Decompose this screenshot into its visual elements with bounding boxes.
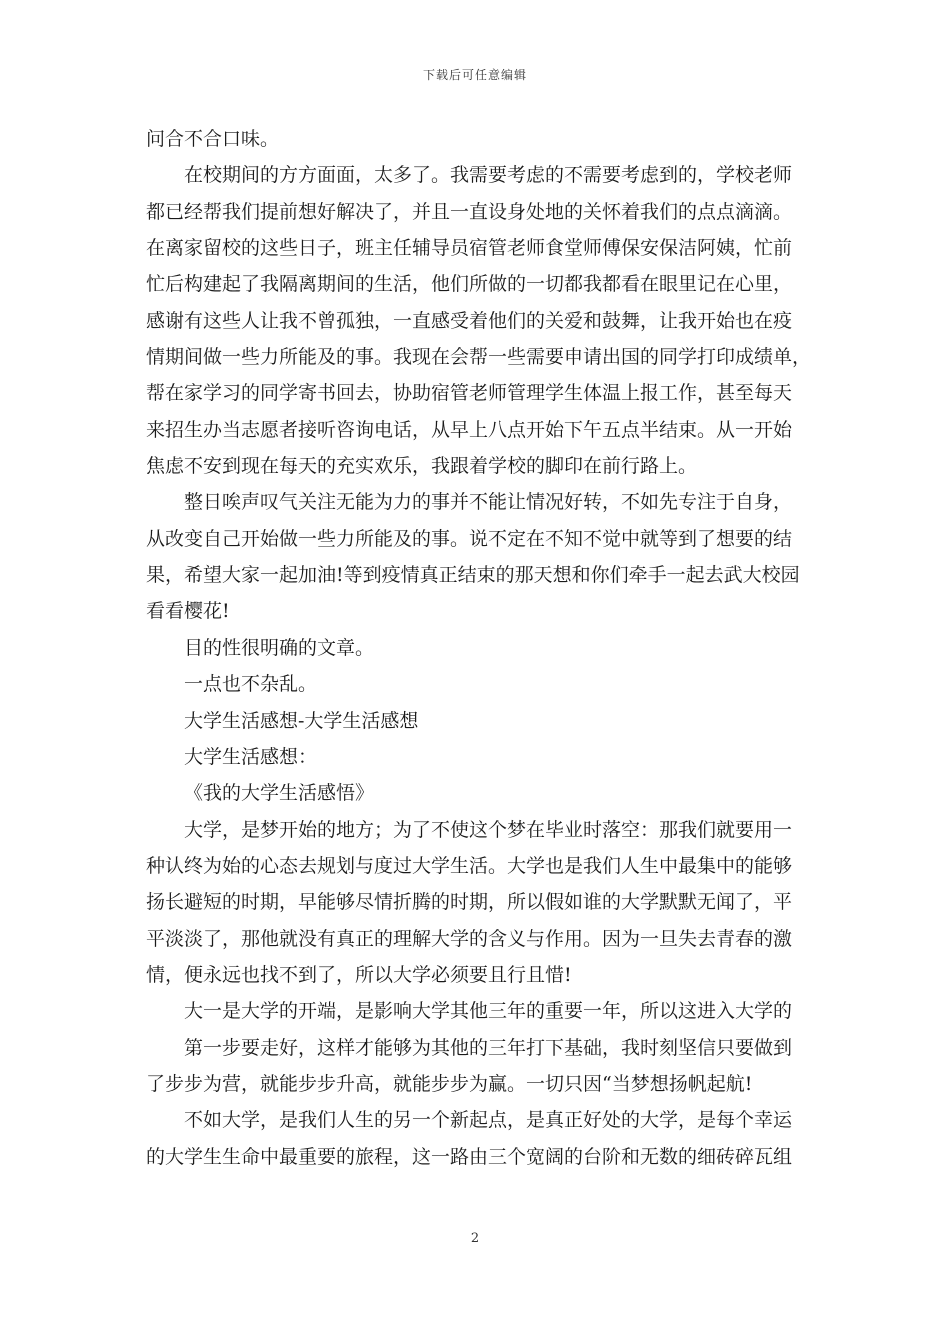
text-line: 种认终为始的心态去规划与度过大学生活。大学也是我们人生中最集中的能够 xyxy=(146,854,793,877)
text-line: 看看樱花! xyxy=(146,600,230,623)
text-line: 扬长避短的时期，早能够尽情折腾的时期，所以假如谁的大学默默无闻了，平 xyxy=(146,891,793,914)
text-line: 大学生活感想： xyxy=(184,745,318,768)
text-line: 了步步为营，就能步步升高，就能步步为赢。一切只因“当梦想扬帆起航! xyxy=(146,1072,753,1095)
text-line: 平淡淡了，那他就没有真正的理解大学的含义与作用。因为一旦失去青春的激 xyxy=(146,927,793,950)
text-line: 在离家留校的这些日子，班主任辅导员宿管老师食堂师傅保安保洁阿姨，忙前 xyxy=(146,237,793,260)
text-line: 焦虑不安到现在每天的充实欢乐，我跟着学校的脚印在前行路上。 xyxy=(146,455,698,478)
text-line: 感谢有这些人让我不曾孤独，一直感受着他们的关爱和鼓舞，让我开始也在疫 xyxy=(146,309,793,332)
text-line: 大学生活感想-大学生活感想 xyxy=(184,709,419,732)
text-line: 整日唉声叹气关注无能为力的事并不能让情况好转，不如先专注于自身， xyxy=(184,491,793,514)
text-line: 不如大学，是我们人生的另一个新起点，是真正好处的大学，是每个幸运 xyxy=(184,1109,793,1132)
text-line: 果，希望大家一起加油!等到疫情真正结束的那天想和你们牵手一起去武大校园 xyxy=(146,564,800,587)
document-body xyxy=(146,121,811,1175)
text-line: 从改变自己开始做一些力所能及的事。说不定在不知不觉中就等到了想要的结 xyxy=(146,527,793,550)
text-line: 情期间做一些力所能及的事。我现在会帮一些需要申请出国的同学打印成绩单， xyxy=(146,346,811,369)
page-header: 下载后可任意编辑 xyxy=(422,68,527,82)
text-line: 来招生办当志愿者接听咨询电话，从早上八点开始下午五点半结束。从一开始 xyxy=(146,418,793,441)
text-line: 一点也不杂乱。 xyxy=(184,673,318,696)
text-line: 第一步要走好，这样才能够为其他的三年打下基础，我时刻坚信只要做到 xyxy=(184,1036,793,1059)
text-line: 都已经帮我们提前想好解决了，并且一直设身处地的关怀着我们的点点滴滴。 xyxy=(146,200,793,223)
text-line: 《我的大学生活感悟》 xyxy=(184,782,375,805)
text-line: 目的性很明确的文章。 xyxy=(184,636,375,659)
text-line: 情，便永远也找不到了，所以大学必须要且行且惜! xyxy=(146,963,572,986)
text-line: 帮在家学习的同学寄书回去，协助宿管老师管理学生体温上报工作，甚至每天 xyxy=(146,382,793,405)
text-line: 在校期间的方方面面，太多了。我需要考虑的不需要考虑到的，学校老师 xyxy=(184,164,793,187)
text-line: 大一是大学的开端，是影响大学其他三年的重要一年，所以这进入大学的 xyxy=(184,1000,793,1023)
text-line: 的大学生生命中最重要的旅程，这一路由三个宽阔的台阶和无数的细砖碎瓦组 xyxy=(146,1145,793,1168)
page-number: 2 xyxy=(470,1231,480,1246)
text-line: 大学，是梦开始的地方；为了不使这个梦在毕业时落空：那我们就要用一 xyxy=(184,818,793,841)
text-line: 忙后构建起了我隔离期间的生活，他们所做的一切都我都看在眼里记在心里， xyxy=(146,273,793,296)
text-line: 问合不合口味。 xyxy=(146,128,280,150)
